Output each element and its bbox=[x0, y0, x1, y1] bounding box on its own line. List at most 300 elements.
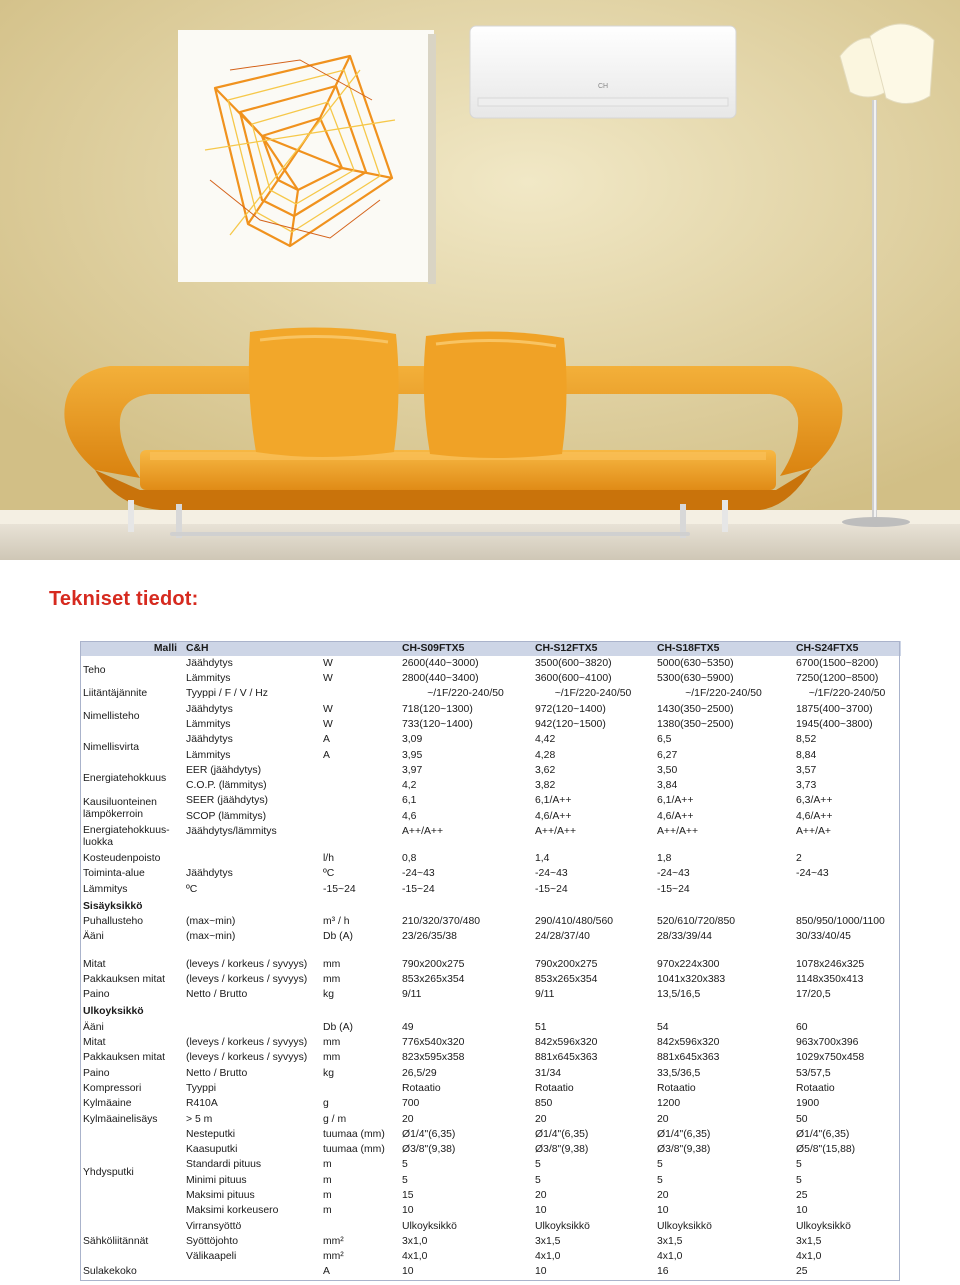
table-cell: Ø3/8"(9,38) bbox=[657, 1144, 711, 1156]
table-cell bbox=[320, 809, 399, 824]
row-group-label: Toiminta-alue bbox=[83, 868, 145, 880]
table-cell: 520/610/720/850 bbox=[657, 916, 736, 928]
table-row bbox=[80, 1112, 901, 1127]
table-cell: Ulkoyksikkö bbox=[402, 1220, 457, 1232]
baseboard bbox=[0, 510, 960, 524]
table-cell: A++/A++ bbox=[402, 825, 444, 837]
table-cell: 700 bbox=[402, 1098, 420, 1110]
table-cell: 23/26/35/38 bbox=[402, 931, 457, 943]
table-row bbox=[80, 794, 901, 809]
table-cell: 6,27 bbox=[657, 749, 678, 761]
table-cell: (leveys / korkeus / syvyys) bbox=[186, 1052, 308, 1064]
table-cell: A++/A++ bbox=[657, 825, 699, 837]
table-cell: Netto / Brutto bbox=[186, 989, 248, 1001]
table-row bbox=[80, 763, 901, 778]
table-cell: A bbox=[323, 734, 330, 746]
table-cell: -15~24 bbox=[657, 883, 690, 895]
table-cell: 5000(630~5350) bbox=[657, 657, 734, 669]
table-cell: Nesteputki bbox=[186, 1128, 236, 1140]
table-cell: Rotaatio bbox=[796, 1082, 835, 1094]
table-cell: ~/1F/220-240/50 bbox=[554, 688, 632, 700]
table-cell: (max~min) bbox=[186, 931, 236, 943]
table-cell: 28/33/39/44 bbox=[657, 931, 712, 943]
table-row bbox=[80, 867, 901, 882]
table-cell: 1945(400~3800) bbox=[796, 718, 873, 730]
table-cell: Rotaatio bbox=[402, 1082, 441, 1094]
table-cell: Ø1/4"(6,35) bbox=[657, 1128, 711, 1140]
table-cell: 1148x350x413 bbox=[796, 973, 864, 985]
table-cell: 1,4 bbox=[535, 853, 550, 865]
table-cell: m bbox=[323, 1174, 332, 1186]
table-cell: Jäähdytys bbox=[186, 703, 233, 715]
table-row bbox=[80, 825, 901, 852]
table-cell bbox=[320, 1081, 399, 1096]
table-cell: 26,5/29 bbox=[402, 1067, 437, 1079]
table-cell: 50 bbox=[796, 1113, 808, 1125]
table-cell bbox=[320, 687, 399, 702]
table-cell: 3,95 bbox=[402, 749, 423, 761]
table-cell: 7250(1200~8500) bbox=[796, 673, 879, 685]
table-cell: mm² bbox=[323, 1251, 344, 1263]
table-cell: Db (A) bbox=[323, 1021, 354, 1033]
table-cell: 5 bbox=[535, 1159, 541, 1171]
table-cell: 4,6/A++ bbox=[796, 810, 833, 822]
table-cell: 60 bbox=[796, 1021, 808, 1033]
section-title: Ulkoyksikkö bbox=[83, 1006, 144, 1018]
row-group-label: Kosteudenpoisto bbox=[83, 853, 161, 865]
table-row bbox=[80, 972, 901, 987]
table-cell: 6,1 bbox=[402, 795, 417, 807]
table-cell: Ø5/8"(15,88) bbox=[796, 1144, 856, 1156]
pillow-left bbox=[249, 327, 399, 457]
table-cell: 4,6/A++ bbox=[535, 810, 572, 822]
table-cell: 4x1,0 bbox=[402, 1251, 428, 1263]
table-cell: Lämmitys bbox=[186, 718, 231, 730]
header-cell bbox=[320, 641, 399, 656]
table-cell: 850/950/1000/1100 bbox=[796, 916, 885, 928]
table-cell: 1200 bbox=[657, 1098, 681, 1110]
row-group-label: Nimellisteho bbox=[83, 711, 140, 723]
table-cell bbox=[320, 794, 399, 809]
table-row bbox=[80, 687, 901, 702]
section-title: Sisäyksikkö bbox=[83, 900, 143, 912]
table-cell: 5 bbox=[657, 1159, 663, 1171]
table-cell: (leveys / korkeus / syvyys) bbox=[186, 973, 308, 985]
table-row bbox=[80, 882, 901, 897]
table-cell: -24~43 bbox=[796, 868, 829, 880]
table-cell: 3,62 bbox=[535, 764, 556, 776]
row-group-label: Kylmäaine bbox=[83, 1098, 132, 1110]
table-cell: 3,57 bbox=[796, 764, 817, 776]
table-cell: Ulkoyksikkö bbox=[657, 1220, 712, 1232]
table-cell: 790x200x275 bbox=[402, 958, 465, 970]
table-cell: -24~43 bbox=[402, 868, 435, 880]
table-cell: 6,5 bbox=[657, 734, 672, 746]
table-cell: 718(120~1300) bbox=[402, 703, 473, 715]
table-cell: mm bbox=[323, 1037, 341, 1049]
table-row bbox=[80, 1036, 901, 1051]
table-cell: Ø1/4"(6,35) bbox=[535, 1128, 589, 1140]
table-row bbox=[80, 809, 901, 824]
table-cell: Ø1/4"(6,35) bbox=[796, 1128, 850, 1140]
table-row bbox=[80, 656, 901, 671]
table-cell: Välikaapeli bbox=[186, 1251, 237, 1263]
table-row bbox=[80, 748, 901, 763]
table-cell: 49 bbox=[402, 1021, 414, 1033]
table-cell: 853x265x354 bbox=[535, 973, 598, 985]
table-cell: 3,09 bbox=[402, 734, 423, 746]
table-cell: Netto / Brutto bbox=[186, 1067, 248, 1079]
table-cell: Rotaatio bbox=[657, 1082, 696, 1094]
table-cell: 3600(600~4100) bbox=[535, 673, 612, 685]
table-cell: 3x1,5 bbox=[657, 1235, 683, 1247]
table-cell: 5300(630~5900) bbox=[657, 673, 734, 685]
table-cell: 4,6/A++ bbox=[657, 810, 694, 822]
row-group-label: Mitat bbox=[83, 958, 106, 970]
table-row bbox=[80, 1081, 901, 1096]
table-row bbox=[80, 1097, 901, 1112]
table-cell: 3500(600~3820) bbox=[535, 657, 612, 669]
table-cell: 842x596x320 bbox=[657, 1037, 720, 1049]
table-row bbox=[80, 1143, 901, 1158]
table-row bbox=[80, 1127, 901, 1142]
table-row bbox=[80, 1020, 901, 1035]
table-cell: 6,1/A++ bbox=[657, 795, 694, 807]
table-row bbox=[80, 915, 901, 930]
row-group-label: Liitäntäjännite bbox=[83, 688, 148, 700]
table-cell: 5 bbox=[402, 1159, 408, 1171]
table-cell: 1029x750x458 bbox=[796, 1052, 865, 1064]
row-group-label: Paino bbox=[83, 1067, 110, 1079]
table-row bbox=[80, 1204, 901, 1219]
table-cell: Maksimi pituus bbox=[186, 1190, 255, 1201]
table-row bbox=[80, 1234, 901, 1249]
table-cell: Tyyppi / F / V / Hz bbox=[186, 688, 268, 700]
table-cell: 3,50 bbox=[657, 764, 678, 776]
table-cell: 2800(440~3400) bbox=[402, 673, 479, 685]
table-cell: Jäähdytys bbox=[186, 868, 233, 880]
table-cell: W bbox=[323, 657, 333, 669]
header-cell: CH-S09FTX5 bbox=[399, 641, 532, 656]
table-cell: 1900 bbox=[796, 1098, 820, 1110]
table-cell: 3,84 bbox=[657, 780, 678, 792]
table-cell: 3x1,5 bbox=[796, 1235, 822, 1247]
table-cell: > 5 m bbox=[186, 1113, 213, 1125]
hero-image bbox=[0, 0, 960, 560]
row-group-label: Kausiluonteinen lämpökerroin bbox=[83, 796, 157, 821]
table-cell: 8,52 bbox=[796, 734, 817, 746]
table-cell: 10 bbox=[535, 1266, 547, 1278]
table-cell: 9/11 bbox=[535, 989, 555, 1001]
row-group-label: Paino bbox=[83, 989, 110, 1001]
table-cell: Minimi pituus bbox=[186, 1174, 247, 1186]
table-cell: 10 bbox=[796, 1205, 808, 1217]
table-cell: 776x540x320 bbox=[402, 1037, 465, 1049]
table-row bbox=[80, 1189, 901, 1204]
table-cell: mm bbox=[323, 1052, 341, 1064]
table-cell: 20 bbox=[402, 1113, 414, 1125]
table-row bbox=[80, 852, 901, 867]
table-cell: A bbox=[323, 1266, 330, 1278]
table-cell: 5 bbox=[796, 1159, 802, 1171]
table-cell: 4x1,0 bbox=[535, 1251, 561, 1263]
table-cell: 8,84 bbox=[796, 749, 817, 761]
table-row bbox=[80, 1051, 901, 1066]
table-cell: g / m bbox=[323, 1113, 347, 1125]
table-cell: Lämmitys bbox=[186, 673, 231, 685]
row-group-label: Kylmäainelisäys bbox=[83, 1113, 158, 1125]
table-cell: Ø3/8"(9,38) bbox=[402, 1144, 456, 1156]
row-group-label: Ääni bbox=[83, 931, 104, 943]
table-cell: Lämmitys bbox=[83, 883, 128, 895]
table-row bbox=[80, 702, 901, 717]
table-cell: 25 bbox=[796, 1190, 808, 1201]
table-row bbox=[80, 957, 901, 972]
table-cell: 4,2 bbox=[402, 780, 417, 792]
table-cell: 24/28/37/40 bbox=[535, 931, 590, 943]
table-cell: 5 bbox=[657, 1174, 663, 1186]
table-cell: A bbox=[323, 749, 330, 761]
table-cell: -15~24 bbox=[323, 883, 356, 895]
table-cell: 13,5/16,5 bbox=[657, 989, 701, 1001]
table-cell: g bbox=[323, 1098, 329, 1110]
floor bbox=[0, 524, 960, 560]
table-cell: A++/A+ bbox=[796, 825, 831, 837]
table-cell: 54 bbox=[657, 1021, 669, 1033]
table-row bbox=[80, 930, 901, 957]
table-cell: 6,1/A++ bbox=[535, 795, 572, 807]
table-cell: 823x595x358 bbox=[402, 1052, 465, 1064]
table-cell: 842x596x320 bbox=[535, 1037, 598, 1049]
table-row bbox=[80, 1158, 901, 1173]
table-row bbox=[80, 1066, 901, 1081]
table-cell: 790x200x275 bbox=[535, 958, 598, 970]
table-cell: 3x1,5 bbox=[535, 1235, 561, 1247]
table-cell: 881x645x363 bbox=[535, 1052, 598, 1064]
table-cell: Ø3/8"(9,38) bbox=[535, 1144, 589, 1156]
table-cell: m³ / h bbox=[323, 916, 350, 928]
table-cell: 33,5/36,5 bbox=[657, 1067, 701, 1079]
header-cell: CH-S24FTX5 bbox=[793, 641, 901, 656]
table-cell: 4,42 bbox=[535, 734, 556, 746]
table-cell: 6,3/A++ bbox=[796, 795, 833, 807]
table-cell: 4,6 bbox=[402, 810, 417, 822]
row-group-label: Sulakekoko bbox=[83, 1266, 137, 1278]
table-cell: kg bbox=[323, 989, 334, 1001]
table-cell: tuumaa (mm) bbox=[323, 1144, 385, 1156]
row-group-label: Pakkauksen mitat bbox=[83, 1052, 166, 1064]
table-cell: Syöttöjohto bbox=[186, 1235, 238, 1247]
header-cell: CH-S18FTX5 bbox=[654, 641, 793, 656]
table-cell: 1041x320x383 bbox=[657, 973, 726, 985]
table-cell: 0,8 bbox=[402, 853, 417, 865]
table-cell bbox=[183, 1020, 320, 1035]
table-cell: 942(120~1500) bbox=[535, 718, 606, 730]
table-cell: Ulkoyksikkö bbox=[535, 1220, 590, 1232]
table-cell: 15 bbox=[402, 1190, 414, 1201]
table-cell: Virransyöttö bbox=[186, 1220, 242, 1232]
ac-logo: CH bbox=[597, 83, 609, 90]
table-cell: 1875(400~3700) bbox=[796, 703, 873, 715]
table-cell: Standardi pituus bbox=[186, 1159, 262, 1171]
header-cell: CH-S12FTX5 bbox=[532, 641, 654, 656]
table-cell: m bbox=[323, 1205, 332, 1217]
table-cell: m bbox=[323, 1159, 332, 1171]
table-cell: Ø1/4"(6,35) bbox=[402, 1128, 456, 1140]
table-cell: 30/33/40/45 bbox=[796, 931, 851, 943]
table-cell: A++/A++ bbox=[535, 825, 577, 837]
table-cell: 4,28 bbox=[535, 749, 556, 761]
section-row bbox=[80, 1003, 901, 1020]
table-cell: -15~24 bbox=[402, 883, 435, 895]
table-cell bbox=[320, 825, 399, 852]
table-cell: Ulkoyksikkö bbox=[796, 1220, 851, 1232]
table-cell: 290/410/480/560 bbox=[535, 916, 614, 928]
row-group-label: Sähköliitännät bbox=[83, 1235, 149, 1247]
row-group-label: Yhdysputki bbox=[83, 1167, 134, 1179]
table-cell: C.O.P. (lämmitys) bbox=[186, 780, 267, 792]
table-cell: Jäähdytys bbox=[186, 657, 233, 669]
table-cell: 51 bbox=[535, 1021, 547, 1033]
table-cell: Tyyppi bbox=[186, 1082, 217, 1094]
table-cell: 3,82 bbox=[535, 780, 556, 792]
table-cell: SEER (jäähdytys) bbox=[186, 795, 268, 807]
table-cell: 5 bbox=[796, 1174, 802, 1186]
table-cell: 20 bbox=[657, 1113, 669, 1125]
table-cell: Jäähdytys bbox=[186, 734, 233, 746]
section-row bbox=[80, 897, 901, 914]
table-cell: 733(120~1400) bbox=[402, 718, 473, 730]
table-cell: m bbox=[323, 1190, 332, 1201]
table-cell: 10 bbox=[535, 1205, 547, 1217]
table-cell: 17/20,5 bbox=[796, 989, 831, 1001]
table-cell: Lämmitys bbox=[186, 749, 231, 761]
table-cell: mm bbox=[323, 973, 341, 985]
table-cell: 881x645x363 bbox=[657, 1052, 720, 1064]
table-row bbox=[80, 1250, 901, 1265]
table-cell: 5 bbox=[535, 1174, 541, 1186]
table-row bbox=[80, 1173, 901, 1188]
table-cell: 53/57,5 bbox=[796, 1067, 831, 1079]
table-row bbox=[80, 779, 901, 794]
table-cell: 10 bbox=[402, 1266, 414, 1278]
table-cell: 1078x246x325 bbox=[796, 958, 865, 970]
table-cell bbox=[183, 1265, 320, 1280]
row-group-label: Teho bbox=[83, 665, 106, 677]
table-row bbox=[80, 672, 901, 687]
air-conditioner-unit bbox=[470, 26, 736, 118]
table-cell: 6700(1500~8200) bbox=[796, 657, 879, 669]
table-cell: ~/1F/220-240/50 bbox=[427, 688, 504, 700]
table-row bbox=[80, 1219, 901, 1234]
table-cell: 20 bbox=[535, 1190, 547, 1201]
table-cell: -24~43 bbox=[535, 868, 568, 880]
table-cell: Kaasuputki bbox=[186, 1144, 238, 1156]
table-cell: l/h bbox=[323, 853, 334, 865]
table-cell: mm bbox=[323, 958, 341, 970]
table-cell: 10 bbox=[657, 1205, 669, 1217]
row-group-label: Energiatehokkuus-luokka bbox=[83, 824, 170, 849]
header-cell: C&H bbox=[183, 641, 320, 656]
table-cell: 1430(350~2500) bbox=[657, 703, 734, 715]
table-cell: 853x265x354 bbox=[402, 973, 465, 985]
table-cell: 210/320/370/480 bbox=[402, 916, 481, 928]
table-header-row bbox=[80, 641, 901, 656]
table-cell: 20 bbox=[535, 1113, 547, 1125]
row-group-label: Puhallusteho bbox=[83, 916, 144, 928]
table-cell: 16 bbox=[657, 1266, 669, 1278]
table-cell: ~/1F/220-240/50 bbox=[808, 688, 886, 700]
table-row bbox=[80, 988, 901, 1003]
table-cell: 963x700x396 bbox=[796, 1037, 859, 1049]
pillow-right bbox=[424, 331, 567, 458]
table-cell: -24~43 bbox=[657, 868, 690, 880]
table-cell: 9/11 bbox=[402, 989, 422, 1001]
table-cell: Db (A) bbox=[323, 931, 354, 943]
table-cell: mm² bbox=[323, 1235, 344, 1247]
table-cell: W bbox=[323, 703, 333, 715]
table-cell bbox=[183, 852, 320, 867]
table-cell: ºC bbox=[323, 868, 335, 880]
table-cell: 3x1,0 bbox=[402, 1235, 428, 1247]
table-cell: -15~24 bbox=[535, 883, 568, 895]
table-cell bbox=[320, 779, 399, 794]
table-cell: ~/1F/220-240/50 bbox=[685, 688, 762, 700]
canvas-artwork bbox=[178, 30, 436, 284]
table-cell: Rotaatio bbox=[535, 1082, 574, 1094]
table-row bbox=[80, 717, 901, 732]
table-cell: 31/34 bbox=[535, 1067, 562, 1079]
living-room-illustration bbox=[0, 0, 960, 560]
table-cell: 25 bbox=[796, 1266, 808, 1278]
table-cell: Maksimi korkeusero bbox=[186, 1205, 279, 1217]
table-cell: 5 bbox=[402, 1174, 408, 1186]
row-group-label: Mitat bbox=[83, 1037, 106, 1049]
table-cell: SCOP (lämmitys) bbox=[186, 810, 267, 822]
table-cell: (max~min) bbox=[186, 916, 236, 928]
row-group-label: Energiatehokkuus bbox=[83, 772, 167, 784]
table-cell: ºC bbox=[186, 883, 198, 895]
table-cell: 2600(440~3000) bbox=[402, 657, 479, 669]
table-row bbox=[80, 1265, 901, 1280]
table-row bbox=[80, 733, 901, 748]
table-cell: Jäähdytys/lämmitys bbox=[186, 825, 277, 837]
table-cell: 850 bbox=[535, 1098, 553, 1110]
page-title: Tekniset tiedot: bbox=[49, 588, 199, 610]
row-group-label: Ääni bbox=[83, 1021, 104, 1033]
table-cell: 970x224x300 bbox=[657, 958, 720, 970]
table-cell: EER (jäähdytys) bbox=[186, 764, 262, 776]
table-cell: 3,97 bbox=[402, 764, 423, 776]
table-cell: 10 bbox=[402, 1205, 414, 1217]
row-group-label: Pakkauksen mitat bbox=[83, 973, 166, 985]
spec-table-body bbox=[80, 641, 901, 1280]
table-cell: R410A bbox=[186, 1098, 218, 1110]
table-cell: 3,73 bbox=[796, 780, 817, 792]
table-cell: (leveys / korkeus / syvyys) bbox=[186, 1037, 308, 1049]
table-cell: 4x1,0 bbox=[657, 1251, 683, 1263]
row-group-label: Kompressori bbox=[83, 1082, 142, 1094]
table-cell: (leveys / korkeus / syvyys) bbox=[186, 958, 308, 970]
table-cell: W bbox=[323, 673, 333, 685]
row-group-label: Nimellisvirta bbox=[83, 741, 139, 753]
table-cell: 20 bbox=[657, 1190, 669, 1201]
table-cell: 972(120~1400) bbox=[535, 703, 606, 715]
table-cell bbox=[320, 763, 399, 778]
table-cell bbox=[320, 1219, 399, 1234]
table-cell: 4x1,0 bbox=[796, 1251, 822, 1263]
table-cell: kg bbox=[323, 1067, 334, 1079]
